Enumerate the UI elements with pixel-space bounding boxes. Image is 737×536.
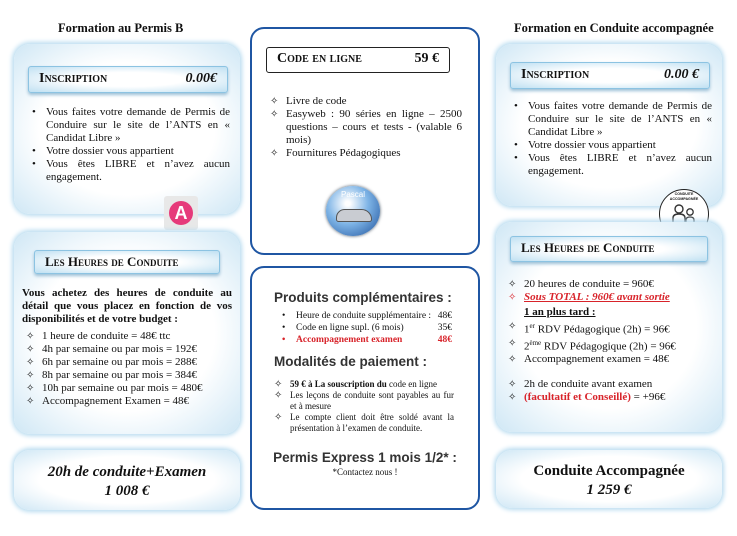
right-inscription-box: [496, 44, 722, 206]
produits-box: [250, 266, 480, 510]
list-item: ✧ 6h par semaine ou par mois = 288€: [26, 356, 231, 369]
right-footer-box: [496, 450, 722, 508]
extra-note-item: [508, 391, 713, 404]
extra-price: = +96€: [630, 391, 666, 403]
list-item: • Votre dossier vous appartient: [512, 139, 712, 152]
right-inscription-label: Inscription: [521, 67, 590, 82]
left-inscription-header: [28, 66, 228, 93]
right-heures-header: [510, 236, 708, 262]
modalites-first-rest: code en ligne: [386, 379, 438, 389]
product-price: 48€: [437, 335, 452, 345]
left-heures-intro: Vous achetez des heures de conduite au détail que vous placez en fonction de vos disponibilités et de votre budget :: [22, 287, 232, 325]
right-heures-box: [496, 222, 722, 432]
produits-list: [280, 310, 452, 346]
produits-title: Produits complémentaires :: [274, 290, 452, 305]
right-footer-line2: 1 259 €: [586, 482, 632, 498]
left-heures-list: [26, 330, 231, 408]
list-item: ✧ Fournitures Pédagogiques: [270, 147, 462, 160]
list-item: ✧ 20 heures de conduite = 960€: [508, 278, 713, 291]
permis-a-badge: [164, 196, 198, 230]
right-heures-list: [508, 278, 713, 304]
left-column-title: Formation au Permis B: [58, 21, 184, 35]
product-price: 48€: [437, 311, 452, 321]
code-list: [270, 95, 462, 160]
list-item: ✧ Les leçons de conduite sont payables au fur et à mesure: [274, 390, 454, 412]
right-inscription-header: [510, 62, 710, 89]
express-title: Permis Express 1 mois 1/2* :: [273, 450, 457, 465]
left-inscription-list: [30, 106, 230, 184]
list-item: • Votre dossier vous appartient: [30, 145, 230, 158]
right-extra-list: [508, 378, 713, 404]
left-footer-total: [14, 463, 240, 501]
left-inscription-box: [14, 44, 240, 223]
modalites-title: Modalités de paiement :: [274, 354, 428, 369]
list-item: [280, 334, 452, 346]
rdv1-number: 1: [524, 323, 530, 336]
left-footer-box: [14, 450, 240, 510]
right-inscription-price: 0.00 €: [664, 67, 699, 82]
left-heures-label: Les Heures de Conduite: [45, 254, 179, 269]
code-header: [266, 47, 450, 73]
code-box: [250, 27, 480, 255]
subtotal-text: Sous TOTAL : 960€ avant sortie: [524, 291, 670, 303]
list-item: • Vous faites votre demande de Permis de Conduire sur le site de l’ANTS en « Candidat Libre »: [512, 100, 712, 139]
left-footer-line2: 1 008 €: [104, 483, 150, 499]
right-footer-total: [496, 462, 722, 500]
list-item: ✧ Accompagnement Examen = 48€: [26, 395, 231, 408]
extra-note: (facultatif et Conseillé): [524, 391, 631, 403]
product-label: Accompagnement examen: [296, 335, 403, 345]
product-price: 35€: [437, 323, 452, 333]
subtotal-item: [508, 291, 713, 304]
pascal-logo-text: Pascal: [340, 190, 365, 199]
pascal-logo: [326, 186, 380, 236]
rdv2-suffix: ème: [529, 338, 542, 347]
product-label: Heure de conduite supplémentaire :: [296, 311, 432, 321]
list-item: ✧ 8h par semaine ou par mois = 384€: [26, 369, 231, 382]
rdv2-text: RDV Pédagogique (2h) = 96€: [541, 340, 676, 353]
list-item: [508, 320, 713, 337]
right-rdv-list: [508, 320, 713, 366]
product-label: Code en ligne supl. (6 mois): [296, 323, 404, 333]
list-item: • Vous êtes LIBRE et n’avez aucun engagement.: [30, 158, 230, 184]
left-footer-line1: 20h de conduite+Examen: [47, 464, 207, 480]
code-price: 59 €: [414, 51, 439, 66]
list-item: • Vous êtes LIBRE et n’avez aucun engagement.: [512, 152, 712, 178]
rdv2-number: 2: [524, 340, 530, 353]
rdv1-text: RDV Pédagogique (2h) = 96€: [534, 323, 670, 336]
right-heures-label: Les Heures de Conduite: [521, 240, 655, 255]
modalites-first-bold: 59 € à La souscription du: [290, 379, 387, 389]
list-item: ✧ 2h de conduite avant examen: [508, 378, 713, 391]
list-item: [508, 337, 713, 354]
car-icon: [336, 209, 372, 222]
an-plus-tard: 1 an plus tard :: [524, 306, 596, 318]
list-item: ✧ 4h par semaine ou par mois = 192€: [26, 343, 231, 356]
list-item: ✧ Livre de code: [270, 95, 462, 108]
list-item: • Vous faites votre demande de Permis de Conduire sur le site de l’ANTS en « Candidat Libre »: [30, 106, 230, 145]
list-item: ✧ 10h par semaine ou par mois = 480€: [26, 382, 231, 395]
left-inscription-label: Inscription: [39, 71, 108, 86]
list-item: ✧ Easyweb : 90 séries en ligne – 2500 questions – cours et tests - (valable 6 mois): [270, 108, 462, 147]
right-footer-line1: Conduite Accompagnée: [533, 463, 685, 479]
list-item: ✧ Le compte client doit être soldé avant la présentation à l’examen de conduite.: [274, 412, 454, 434]
left-heures-header: [34, 250, 220, 274]
list-item: [280, 310, 452, 322]
rdv1-suffix: er: [529, 322, 535, 330]
badge-text: CONDUITE ACCOMPAGNÉE: [669, 192, 699, 201]
list-item: ✧ Accompagnement examen = 48€: [508, 353, 713, 366]
left-heures-box: [14, 232, 240, 434]
code-label: Code en ligne: [277, 51, 362, 66]
right-column-title: Formation en Conduite accompagnée: [514, 21, 714, 35]
express-note: *Contactez nous !: [332, 467, 398, 477]
modalites-list: [274, 379, 454, 434]
list-item: [280, 322, 452, 334]
letter-a-icon: A: [169, 201, 193, 225]
list-item: ✧ 1 heure de conduite = 48€ ttc: [26, 330, 231, 343]
right-inscription-list: [512, 100, 712, 178]
list-item: [274, 379, 454, 390]
left-inscription-price: 0.00€: [185, 71, 217, 86]
